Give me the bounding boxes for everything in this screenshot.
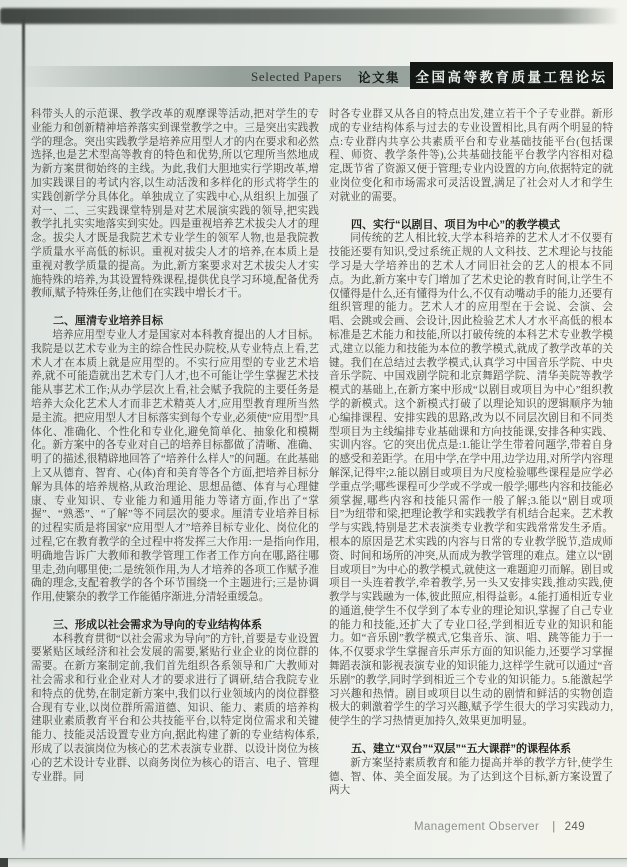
right-column: [329, 108, 613, 808]
section-3-heading: 三、形成以社会需求为导向的专业结构体系: [53, 618, 262, 631]
section-4-heading: 四、实行“以剧目、项目为中心”的教学模式: [351, 218, 560, 231]
footer-separator: |: [552, 821, 556, 833]
section-2-heading: 二、厘清专业培养目标: [53, 315, 163, 328]
header-bar: [16, 66, 410, 87]
left-column: [31, 108, 319, 824]
page-number: 249: [564, 821, 585, 833]
section-2-body: 培养应用型专业人才是国家对本科教育提出的人才目标。我院是以艺术专业为主的综合性民办院校,从专业特点上看,艺术人才在本质上就是应用型的。不实行应用型的专业艺术培养,就不可能造就出艺术专门人才,也不可能让学生掌握艺术技能从事艺术工作;从办学层次上看,社会赋予我院的主要任务是培养大众化艺术人才而非艺术精英人才,应用型教育理所当然是主流。把应用型人才目标落实到每个专业,必须使“应用型”具体化、准确化、个性化和专业化,避免简单化、抽象化和模糊化。新方案中的各专业对自己的培养目标都做了清晰、准确、明了的描述,很精辟地回答了“培养什么样人”的问题。在此基础上又从德育、智育、心(体)育和美育等各个方面,把培养目标分解为具体的培养规格,从政治理论、思想品德、体育与心理健康、专业知识、专业能力和通用能力等诸方面,作出了“掌握”、“熟悉”、“了解”等不同层次的要求。厘清专业培养目标的过程实质是将国家“应用型人才”培养目标专业化、岗位化的过程,它在教育教学的全过程中将发挥三大作用:一是指向作用,明确地告诉广大教师和教学管理工作者工作方向在哪,路往哪里走,劲向哪里使;二是统领作用,为人才培养的各项工作赋予准确的理念,支配着教学的各个环节围绕一个主题进行;三是协调作用,使繁杂的教学工作能循序渐进,分清轻重缓急。: [31, 329, 319, 604]
scan-artifact-bottom-left-corner: [0, 858, 8, 867]
header-collection-label: 论文集: [357, 70, 400, 85]
section-5-body: 新方案坚持素质教育和能力提高并举的教学方针,使学生德、智、体、美全面发展。为了达到这个目标,新方案设置了两大: [329, 757, 613, 797]
scan-artifact-bottom-band: [0, 858, 627, 867]
scan-artifact-fold-line: [22, 18, 25, 852]
left-continuation-paragraph: 科带头人的示范课、教学改革的观摩课等活动,把对学生的专业能力和创新精神培养落实到课堂教学之中。三是突出实践教学的理念。突出实践教学是培养应用型人才的内在要求和必然选择,也是艺术型高等教育的特色和优势,所以它理所当然地成为新方案贯彻始终的主线。为此,我们大胆地实行学期改革,增加实践课目的考试内容,以生动活泼和多样化的形式将学生的实践创新学分具体化。单独成立了实践中心,从组织上加强了对一、二、三实践课堂特别是对艺术展演实践的领导,把实践教学扎扎实实地落实到实处。四是重视培养艺术拔尖人才的理念。拔尖人才既是我院艺术专业学生的领军人物,也是我院教学质量水平高低的标识。重视对拔尖人才的培养,在本质上是重视对教学质量的提高。为此,新方案要求对艺术拔尖人才实施特殊的培养,为其设置特殊课程,提供优良学习环境,配备优秀教师,赋予特殊任务,让他们在实践中增长才干。: [31, 109, 319, 300]
right-continuation-paragraph: 时各专业群又从各自的特点出发,建立若干个子专业群。新形成的专业结构体系与过去的专业设置相比,具有两个明显的特点:专业群内共享公共素质平台和专业基础技能平台(包括课程、师资、教学条件等),公共基础技能平台教学内容相对稳定,既节省了资源又便于管理;专业内设置的方向,依据特定的就业岗位变化和市场需求可灵活设置,满足了社会对人才和学生对就业的需要。: [329, 109, 613, 203]
section-4-body: 同传统的艺人相比较,大学本科培养的艺术人才不仅要有技能还要有知识,受过系统正规的人文科技、艺术理论与技能学习是大学培养出的艺术人才同旧社会的艺人的根本不同点。为此,新方案中专门增加了艺术史论的教育时间,让学生不仅懂得是什么,还有懂得为什么,不仅有动嘴动手的能力,还要有组织管理的能力。艺术人才的应用型在于会说、会演、会唱、会跳或会画、会设计,因此检验艺术人才水平高低的根本标准是艺术能力和技能,所以打破传统的本科艺术专业教学模式,建立以能力和技能为本位的教学模式,就成了教学改革的关键。我们在总结过去教学模式,认真学习中国音乐学院、中央音乐学院、中国戏剧学院和北京舞蹈学院、清华美院等教学模式的基础上,在新方案中形成“以剧目或项目为中心”组织教学的新模式。这个新模式打破了以理论知识的逻辑顺序为轴心编排课程、安排实践的思路,改为以不同层次剧目和不同类型项目为主线编排专业基础课和方向技能课,安排各种实践、实训内容。它的突出优点是:1.能让学生带着问题学,带着自身的感受和差距学。在用中学,在学中用,边学边用,对所学内容理解深,记得牢;2.能以剧目或项目为尺度检验哪些课程是应学必学重点学;哪些课程可少学或不学或一般学;哪些内容和技能必须掌握,哪些内容和技能只需作一般了解;3.能以“剧目或项目”为纽带和梁,把理论教学和实践教学有机结合起来。艺术教学与实践,特别是艺术表演类专业教学和实践常常发生矛盾。根本的原因是艺术实践的内容与日常的专业教学脱节,造成师资、时间和场所的冲突,从而成为教学管理的难点。建立以“剧目或项目”为中心的教学模式,就使这一难题迎刃而解。剧目或项目一头连着教学,牵着教学,另一头又安排实践,推动实践,使教学与实践融为一体,彼此照应,相得益彰。4.能打通相近专业的通道,使学生不仅学到了本专业的理论知识,掌握了自己专业的能力和技能,还扩大了专业口径,学到相近专业的知识和能力。如“音乐剧”教学模式,它集音乐、演、唱、跳等能力于一体,不仅要求学生掌握音乐声乐方面的知识能力,还要学习掌握舞蹈表演和影视表演专业的知识能力,这样学生就可以通过“音乐剧”的教学,同时学到相近三个专业的知识能力。5.能激起学习兴趣和热情。剧目或项目以生动的剧情和鲜活的实物创造极大的刺激着学生的学习兴趣,赋予学生很大的学习实践动力,使学生的学习热情更加持久,效果更加明显。: [329, 233, 613, 728]
journal-name: Management Observer: [414, 821, 540, 833]
scan-artifact-top-band: [0, 8, 620, 24]
section-3-body: 本科教育贯彻“以社会需求为导向”的方针,首要是专业设置要紧贴区域经济和社会发展的需要,紧贴行业企业的岗位群的需要。在新方案制定前,我们首先组织各系领导和广大教师对社会需求和行业企业对人才的要求进行了调研,结合我院专业和特点的优势,在制定新方案中,我们以行业领域内的岗位群整合现有专业,以岗位群所需道德、知识、能力、素质的培养构建职业素质教育平台和公共技能平台,以特定岗位需求和关键能力、技能灵活设置专业方向,据此构建了新的专业结构体系,形成了以表演岗位为核心的艺术表演专业群、以设计岗位为核心的艺术设计专业群、以商务岗位为核心的语言、电子、管理专业群。同: [31, 633, 319, 783]
header-selected-papers-label: Selected Papers: [251, 68, 342, 84]
section-5-heading: 五、建立“双台”“双层”“五大课群”的课程体系: [351, 743, 571, 756]
page-footer: [0, 821, 585, 833]
header-forum-title: 全国高等教育质量工程论坛: [410, 62, 613, 89]
